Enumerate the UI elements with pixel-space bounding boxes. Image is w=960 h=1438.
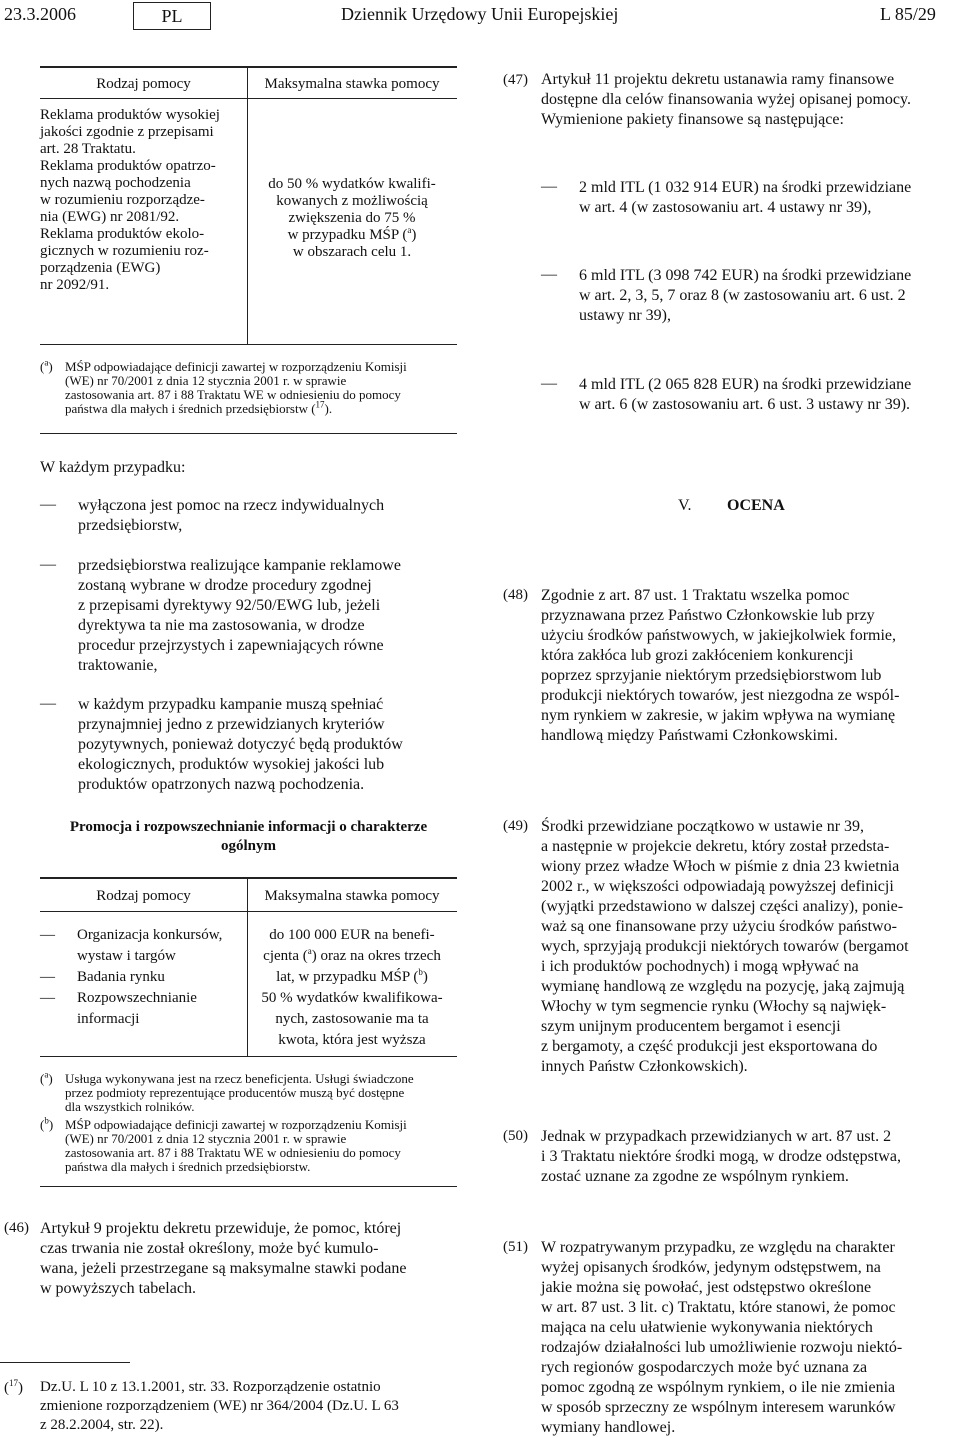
table1-line: nia (EWG) nr 2081/92. xyxy=(40,209,180,225)
paragraph-line: która zakłóca lub grozi zakłóceniem konkurencji xyxy=(541,647,854,664)
condition-line: traktowanie, xyxy=(78,657,158,674)
condition-line: procedur przejrzystych i zapewniających równe xyxy=(78,637,384,654)
table2-item-line: Badania rynku xyxy=(77,969,165,985)
paragraph-46 xyxy=(40,1219,457,1299)
table2-header-rule xyxy=(40,911,457,912)
header-journal-title: Dziennik Urzędowy Unii Europejskiej xyxy=(341,4,619,24)
condition-line: dyrektywa ta nie ma zastosowania, w drodze xyxy=(78,617,365,634)
promotion-title-line: Promocja i rozpowszechnianie informacji o charakterze xyxy=(69,819,428,835)
table1-line: art. 28 Traktatu. xyxy=(40,141,136,157)
bullet-dash: — xyxy=(40,556,56,573)
paragraph-line: pomoc zgodną ze wspólnym rynkiem, o ile nie zmienia xyxy=(541,1379,896,1396)
paragraph-line: szym unijnym producentem bergamot i esencji xyxy=(541,1018,841,1035)
bullet-dash: — xyxy=(40,695,56,712)
table2-footnote-a xyxy=(65,1072,457,1114)
condition-line: ekologicznych, produktów wysokiej jakości lub xyxy=(78,756,385,773)
table2-footnote-line: zastosowania art. 87 i 88 Traktatu WE w odniesieniu do pomocy xyxy=(65,1145,401,1160)
bullet-dash: — xyxy=(541,266,557,283)
paragraph-line: zostać uznane za zgodne ze wspólnym rynkiem. xyxy=(541,1168,849,1185)
condition-line: pozytywnych, ponieważ dotyczyć będą produktów xyxy=(78,736,403,753)
table1-footnote-line: zastosowania art. 87 i 88 Traktatu WE w odniesieniu do pomocy xyxy=(65,387,401,402)
table2-footnote-line: MŚP odpowiadające definicji zawartej w rozporządzeniu Komisji xyxy=(65,1117,407,1132)
paragraph-line: i 3 Traktatu niektóre środki mogą, w drodze odstępstwa, xyxy=(541,1148,901,1165)
paragraph-line: w sposób sprzeczny ze wspólnym interesem warunków xyxy=(541,1399,896,1416)
footnote-line: z 28.2.2004, str. 22). xyxy=(40,1417,164,1433)
table1-rate-line: kowanych z możliwością xyxy=(276,193,428,209)
paragraph-line: rodzajów działalności lub umożliwienie rozwoju niektó- xyxy=(541,1339,903,1356)
table1-line: jakości zgodnie z przepisami xyxy=(40,124,214,140)
paragraph-line: wiony przez władze Włoch w piśmie z dnia 23 kwietnia xyxy=(541,858,900,875)
condition-item-3 xyxy=(78,695,457,795)
footnote-mark-17: 17 xyxy=(9,1378,18,1388)
condition-item-1 xyxy=(78,496,457,536)
table2-rate-line: do 100 000 EUR na benefi- xyxy=(269,927,435,943)
table1-bottom-rule xyxy=(40,344,457,345)
table2-rate-text: lat, w przypadku MŚP ( xyxy=(276,969,419,985)
paragraph-line: Zgodnie z art. 87 ust. 1 Traktatu wszelka pomoc xyxy=(541,587,850,604)
funding-line: w art. 6 (w zastosowaniu art. 6 ust. 3 ustawy nr 39). xyxy=(579,396,911,413)
paragraph-49-number: (49) xyxy=(503,818,528,834)
funding-package-3 xyxy=(579,375,958,415)
table2-item-line: informacji xyxy=(77,1011,140,1027)
paragraph-line: 2002 r., w większości odpowiadają powyższej definicji xyxy=(541,878,894,895)
funding-line: w art. 4 (w zastosowaniu art. 4 ustawy nr 39), xyxy=(579,199,872,216)
paragraph-line: wymiany handlowej. xyxy=(541,1419,676,1436)
table1-aid-types xyxy=(40,107,245,294)
paragraph-line: innych Państw Członkowskich). xyxy=(541,1058,748,1075)
header-date: 23.3.2006 xyxy=(4,4,76,24)
promotion-section-title xyxy=(40,818,457,856)
table2-rate-line: kwota, która jest wyższa xyxy=(278,1032,426,1048)
bullet-dash: — xyxy=(541,178,557,195)
table2-rate-line xyxy=(249,967,455,988)
table1-line: gicznych w rozumieniu roz- xyxy=(40,243,209,259)
table1-top-rule xyxy=(40,66,457,68)
table2-rate-text: ) oraz na okres trzech xyxy=(311,948,441,964)
table1-max-rate xyxy=(249,176,455,261)
paragraph-line: rych regionów gospodarczych może być uznana za xyxy=(541,1359,868,1376)
paragraph-47 xyxy=(541,70,958,130)
section-number: V. xyxy=(678,497,692,514)
table2-rate-line: 50 % wydatków kwalifikowa- xyxy=(261,990,443,1006)
table2-footnote-b xyxy=(65,1118,457,1174)
paragraph-51 xyxy=(541,1238,958,1438)
paragraph-line: wych, sprzyjają produkcji niektórych towarów (bergamot xyxy=(541,938,909,955)
paragraph-51-number: (51) xyxy=(503,1239,528,1255)
paragraph-line: nym rynkiem w zakresie, w jakim wpływa na wymianę xyxy=(541,707,896,724)
footnote-ref-a: a xyxy=(307,946,312,956)
paragraph-line: dostępne dla celów finansowania wyżej opisanej pomocy. xyxy=(541,91,911,108)
table1-line: w rozumieniu rozporządze- xyxy=(40,192,205,208)
table2-rate-line: nych, zastosowanie ma ta xyxy=(275,1011,429,1027)
paragraph-line: produkcji niektórych towarów, jest niezgodna ze wspól- xyxy=(541,687,900,704)
table2-item-line: Organizacja konkursów, xyxy=(77,927,223,943)
funding-line: 6 mld ITL (3 098 742 EUR) na środki przewidziane xyxy=(579,267,912,284)
condition-line: zostaną wybrane w drodze procedury zgodnej xyxy=(78,577,372,594)
footnote-mark-a: a xyxy=(44,357,49,368)
paragraph-line: z bergamoty, a część produkcji jest eksportowana do xyxy=(541,1038,878,1055)
table1-footnote-line: MŚP odpowiadające definicji zawartej w rozporządzeniu Komisji xyxy=(65,359,407,374)
bullet-dash: — xyxy=(40,990,55,1006)
paragraph-50-number: (50) xyxy=(503,1128,528,1144)
paragraph-46-number: (46) xyxy=(4,1220,29,1236)
table1-header-rule xyxy=(40,98,457,99)
paragraph-line: i ich produktów pochodnych) i mogą wpływać na xyxy=(541,958,859,975)
funding-line: ustawy nr 39), xyxy=(579,307,671,324)
condition-line: przedsiębiorstw, xyxy=(78,517,183,534)
funding-line: 4 mld ITL (2 065 828 EUR) na środki przewidziane xyxy=(579,376,912,393)
table2-max-rate xyxy=(249,925,455,1051)
header-language-box: PL xyxy=(133,2,211,30)
table1-line: Reklama produktów opatrzo- xyxy=(40,158,216,174)
paragraph-47-number: (47) xyxy=(503,72,528,88)
footnote-mark-a: a xyxy=(44,1069,49,1080)
table2-col1-header: Rodzaj pomocy xyxy=(96,888,191,904)
promotion-title-line: ogólnym xyxy=(220,838,276,854)
paragraph-line: w art. 87 ust. 3 lit. c) Traktatu, które stanowi, że pomoc xyxy=(541,1299,896,1316)
table2-item-competitions xyxy=(40,925,245,967)
table2-item-market-research xyxy=(40,967,245,988)
bullet-dash: — xyxy=(40,496,56,513)
footnote-ref-a: a xyxy=(407,225,412,235)
table2-footnote-line: przez podmioty reprezentujące producentów muszą być dostępne xyxy=(65,1085,405,1100)
table1-divider xyxy=(247,67,248,344)
table1-line: Reklama produktów wysokiej xyxy=(40,107,220,123)
table2-footnote-line: Usługa wykonywana jest na rzecz beneficjenta. Usługi świadczone xyxy=(65,1071,414,1086)
funding-package-1 xyxy=(579,178,958,218)
paragraph-48-number: (48) xyxy=(503,587,528,603)
paragraph-line: przyznawana przez Państwo Członkowskie lub przy xyxy=(541,607,875,624)
paragraph-line: Jednak w przypadkach przewidzianych w art. 87 ust. 2 xyxy=(541,1128,892,1145)
paragraph-50 xyxy=(541,1127,958,1187)
paragraph-line: wana, jeżeli przestrzegane są maksymalne stawki podane xyxy=(40,1260,407,1277)
table1-footnote-line: państwa dla małych i średnich przedsiębiorstw ($^{17}$). xyxy=(65,399,333,416)
paragraph-line: Środki przewidziane początkowo w ustawie nr 39, xyxy=(541,818,865,835)
paragraph-line: Artykuł 9 projektu dekretu przewiduje, że pomoc, której xyxy=(40,1220,402,1237)
condition-line: produktów opatrzonych nazwą pochodzenia. xyxy=(78,776,365,793)
table2-footnote-rule xyxy=(40,1186,457,1187)
footnote-ref-17: 17 xyxy=(315,399,325,410)
table1-line: nych nazwą pochodzenia xyxy=(40,175,191,191)
table1-rate-line: w przypadku MŚP ($^a$) xyxy=(287,225,417,243)
bullet-dash: — xyxy=(40,927,55,943)
in-each-case-intro: W każdym przypadku: xyxy=(40,459,186,476)
footnote-line: zmienione rozporządzeniem (WE) nr 364/2004 (Dz.U. L 63 xyxy=(40,1398,399,1414)
condition-line: w każdym przypadku kampanie muszą spełniać xyxy=(78,696,384,713)
table2-rate-text: cjenta ( xyxy=(263,948,308,964)
paragraph-line: mająca na celu ułatwienie wykonywania niektórych xyxy=(541,1319,873,1336)
paragraph-line: Włochy w tym segmencie rynku (Włochy są najwięk- xyxy=(541,998,887,1015)
table2-footnote-a-marker: ($^a$) xyxy=(40,1069,53,1086)
header-page-ref: L 85/29 xyxy=(880,4,936,24)
table1-footnote xyxy=(65,360,457,416)
table2-aid-types xyxy=(40,925,245,1030)
table2-rate-line xyxy=(249,946,455,967)
table2-footnote-line: dla wszystkich rolników. xyxy=(65,1099,195,1114)
footnote-17 xyxy=(40,1378,457,1435)
table2-col2-header: Maksymalna stawka pomocy xyxy=(264,888,440,904)
table2-item-line: wystaw i targów xyxy=(77,948,176,964)
section-title: OCENA xyxy=(727,497,785,514)
condition-line: wyłączona jest pomoc na rzecz indywidualnych xyxy=(78,497,385,514)
footnote-line: Dz.U. L 10 z 13.1.2001, str. 33. Rozporządzenie ostatnio xyxy=(40,1379,381,1395)
funding-package-2 xyxy=(579,266,958,326)
paragraph-line: handlową między Państwami Członkowskimi. xyxy=(541,727,838,744)
table1-line: nr 2092/91. xyxy=(40,277,110,293)
page-footnote-rule xyxy=(0,1362,130,1363)
paragraph-line: jakie można się powołać, jest odstępstwo określone xyxy=(541,1279,872,1296)
table2-footnote-line: (WE) nr 70/2001 z dnia 12 stycznia 2001 r. w sprawie xyxy=(65,1131,347,1146)
table2-bottom-rule xyxy=(40,1056,457,1057)
table1-rate-line: zwiększenia do 75 % xyxy=(288,210,416,226)
table1-line: Reklama produktów ekolo- xyxy=(40,226,205,242)
paragraph-line: Artykuł 11 projektu dekretu ustanawia ramy finansowe xyxy=(541,71,895,88)
paragraph-line: wyżej opisanych środków, jedynym odstępstwem, na xyxy=(541,1259,881,1276)
table2-item-dissemination xyxy=(40,988,245,1030)
paragraph-line: czas trwania nie został określony, może być kumulo- xyxy=(40,1240,379,1257)
bullet-dash: — xyxy=(541,375,557,392)
table2-top-rule xyxy=(40,877,457,879)
table2-footnote-b-marker: ($^b$) xyxy=(40,1115,54,1132)
table2-item-line: Rozpowszechnianie xyxy=(77,990,197,1006)
funding-line: w art. 2, 3, 5, 7 oraz 8 (w zastosowaniu art. 6 ust. 2 xyxy=(579,287,906,304)
table1-col1-header: Rodzaj pomocy xyxy=(96,76,191,92)
paragraph-line: użyciu środków państwowych, w jakiejkolwiek formie, xyxy=(541,627,897,644)
paragraph-line: w powyższych tabelach. xyxy=(40,1280,196,1297)
paragraph-49 xyxy=(541,817,958,1077)
paragraph-line: waż są one finansowane przy użyciu środków państwo- xyxy=(541,918,897,935)
footnote-mark-b: b xyxy=(44,1115,49,1126)
table1-rate-line: w obszarach celu 1. xyxy=(292,244,412,260)
bullet-dash: — xyxy=(40,969,55,985)
condition-line: przynajmniej jedno z przewidzianych kryteriów xyxy=(78,716,385,733)
condition-line: z przepisami dyrektywy 92/50/EWG lub, jeżeli xyxy=(78,597,381,614)
condition-line: przedsiębiorstwa realizujące kampanie reklamowe xyxy=(78,557,401,574)
funding-line: 2 mld ITL (1 032 914 EUR) na środki przewidziane xyxy=(579,179,912,196)
table1-line: porządzenia (EWG) xyxy=(40,260,161,276)
table1-rate-line: do 50 % wydatków kwalifi- xyxy=(268,176,436,192)
table1-footnote-line: (WE) nr 70/2001 z dnia 12 stycznia 2001 r. w sprawie xyxy=(65,373,347,388)
paragraph-line: a następnie w projekcie dekretu, który został przedsta- xyxy=(541,838,890,855)
paragraph-line: W rozpatrywanym przypadku, ze względu na charakter xyxy=(541,1239,895,1256)
paragraph-48 xyxy=(541,586,958,746)
table2-rate-text: ) xyxy=(422,969,428,985)
footnote-17-marker: ($^{17}$) xyxy=(4,1378,23,1396)
paragraph-line: Wymienione pakiety finansowe są następujące: xyxy=(541,111,844,128)
condition-item-2 xyxy=(78,556,457,676)
paragraph-line: (wyjątki przedstawiono w dalszej części analizy), ponie- xyxy=(541,898,904,915)
paragraph-line: wymianę handlową ze względu na pozycję, jaką zajmują xyxy=(541,978,905,995)
table1-rate-text: w przypadku MŚP ( xyxy=(287,227,408,243)
footnote-ref-b: b xyxy=(418,967,423,977)
table1-footnote-rule xyxy=(40,433,457,434)
table2-footnote-line: państwa dla małych i średnich przedsiębiorstw. xyxy=(65,1159,311,1174)
table1-footnote-text: państwa dla małych i średnich przedsiębiorstw ( xyxy=(65,401,316,416)
table1-footnote-marker: ($^a$) xyxy=(40,357,53,374)
table1-col2-header: Maksymalna stawka pomocy xyxy=(264,76,440,92)
paragraph-line: poprzez sprzyjanie niektórym przedsiębiorstwom lub xyxy=(541,667,882,684)
